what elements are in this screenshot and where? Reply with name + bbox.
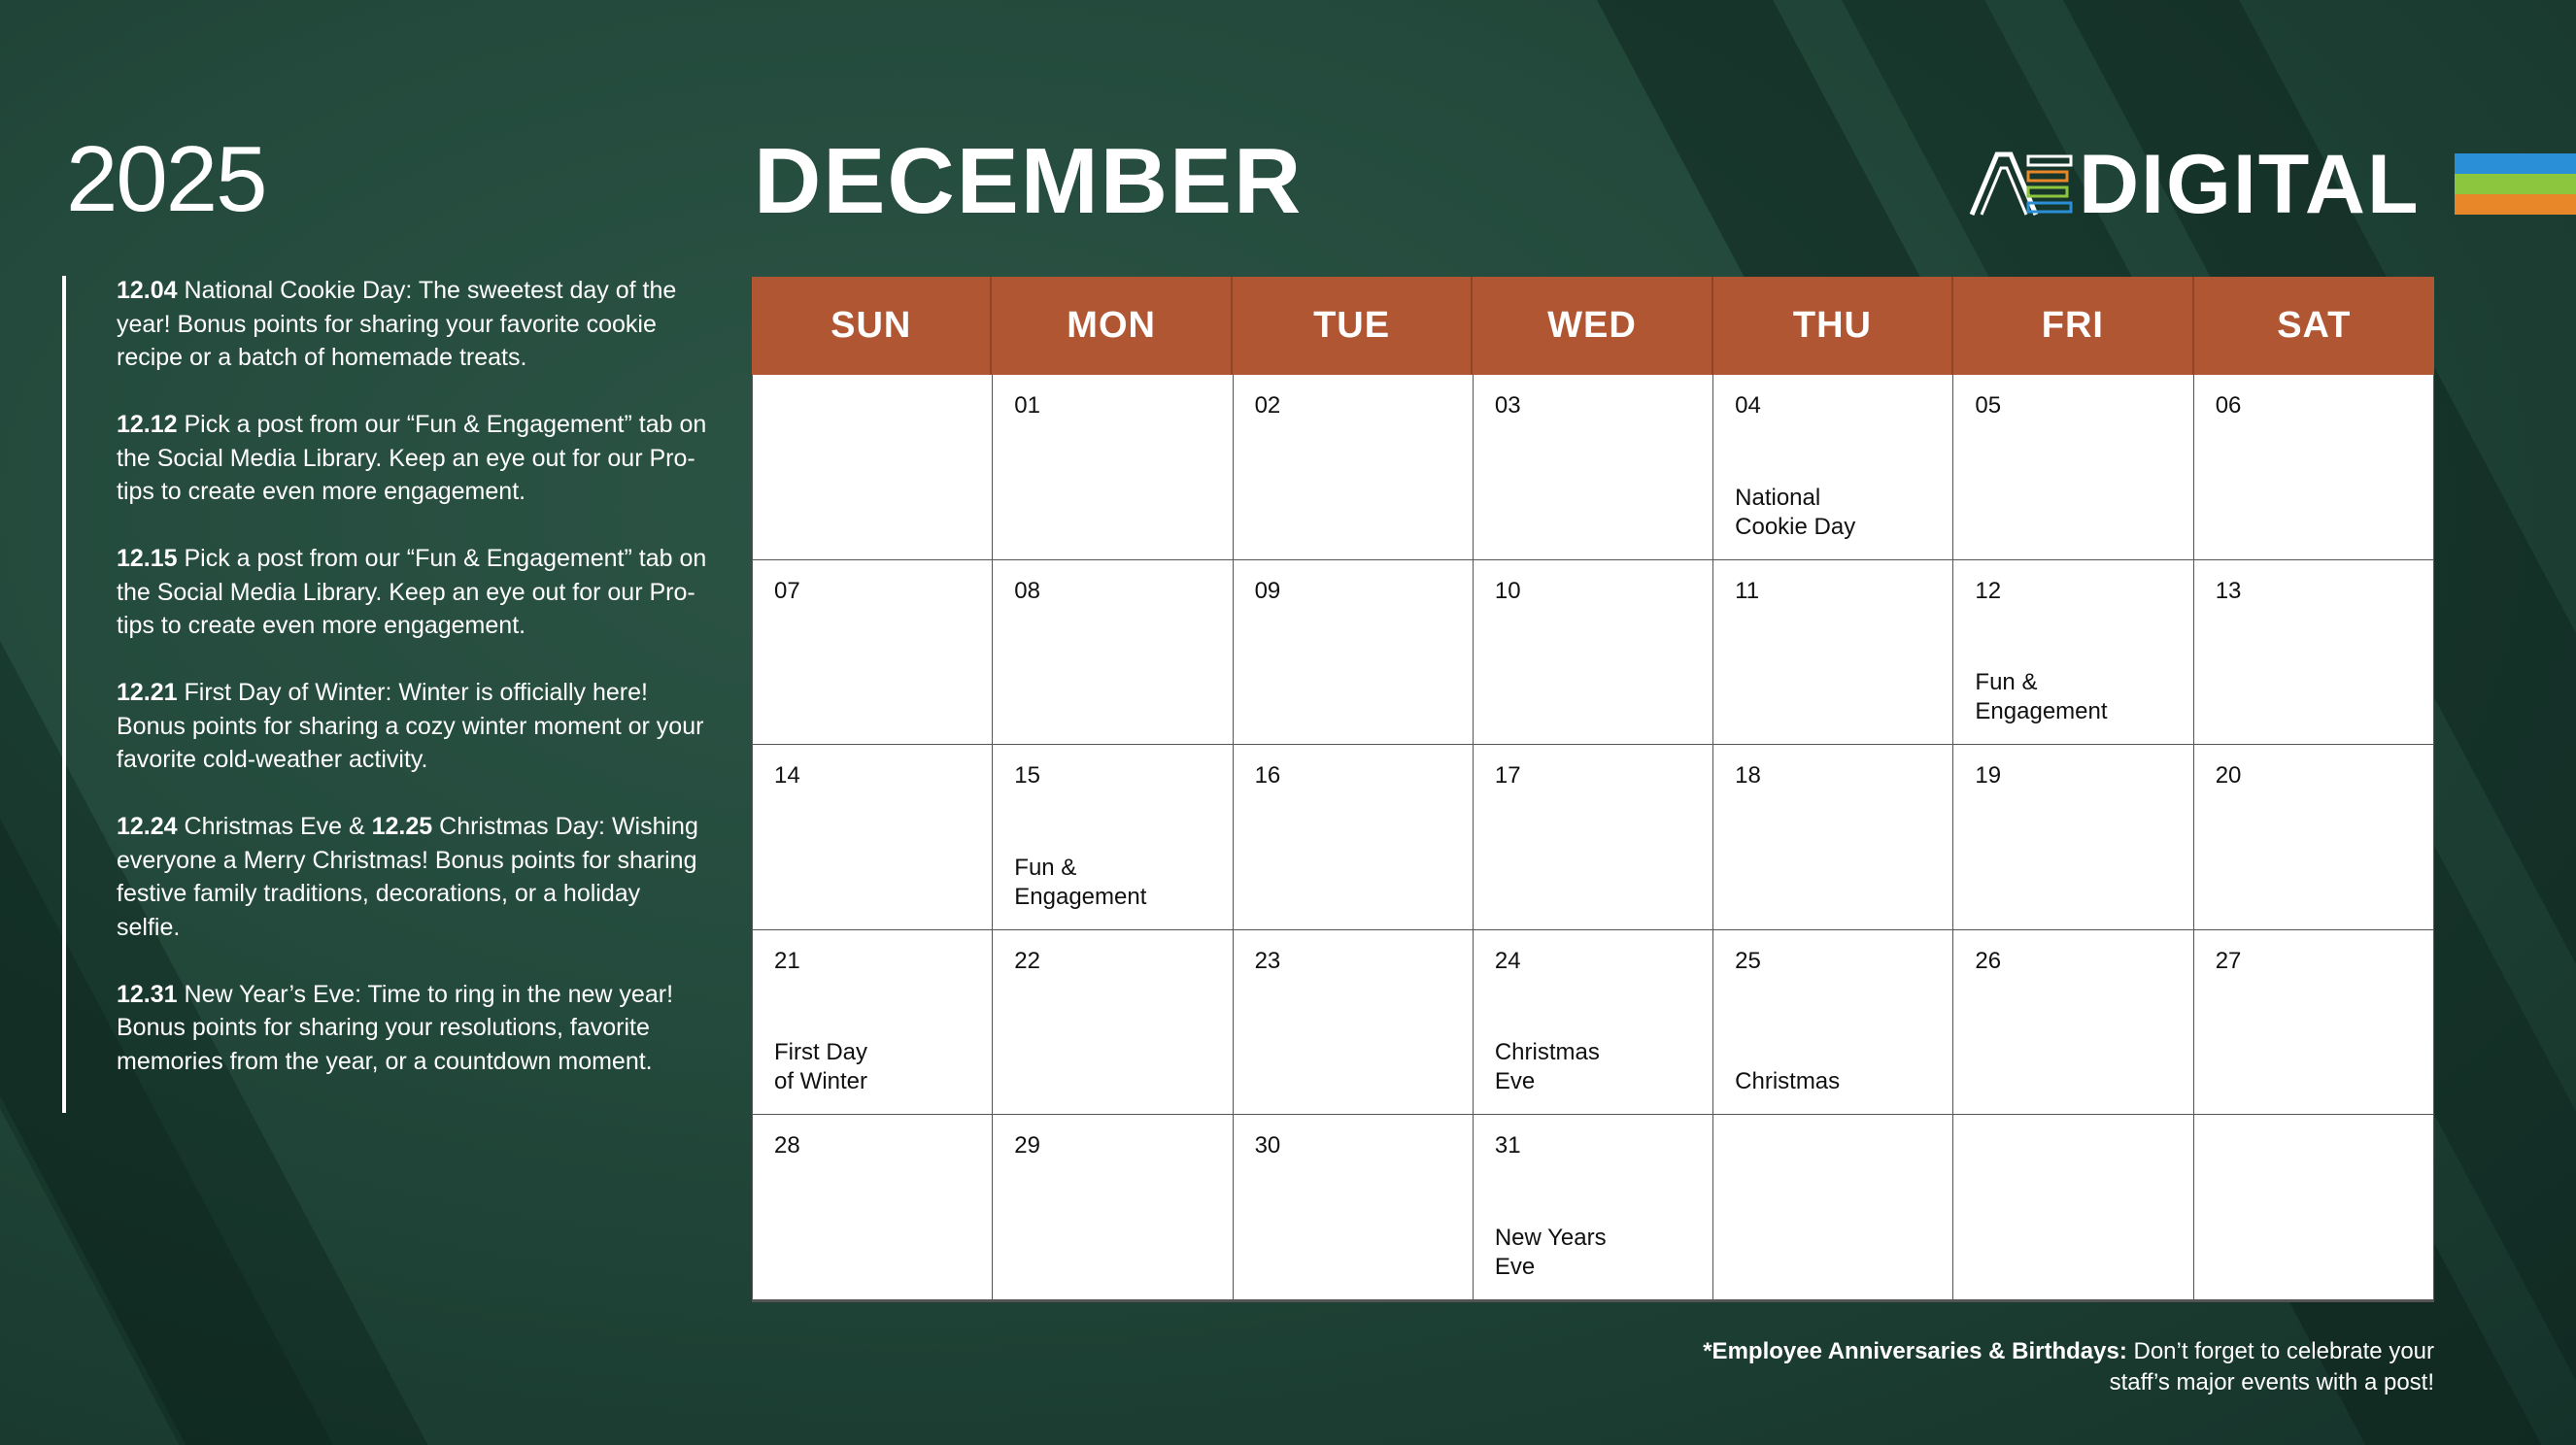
weekday-fri: FRI xyxy=(1953,277,2193,375)
logo-text: DIGITAL xyxy=(2079,138,2421,231)
calendar-day-cell xyxy=(1713,745,1953,930)
calendar-day-cell xyxy=(2194,930,2434,1116)
calendar-day-cell xyxy=(1234,1115,1474,1300)
calendar-day-cell xyxy=(753,745,993,930)
note-item: 12.15 Pick a post from our “Fun & Engagement” tab on the Social Media Library. Keep an eye out for our Pro-tips to create even more engagement. xyxy=(117,545,707,639)
day-event: First Day of Winter xyxy=(774,1039,868,1095)
day-number: 13 xyxy=(2215,577,2242,604)
day-number: 11 xyxy=(1735,577,1760,604)
calendar-day-cell xyxy=(993,930,1233,1116)
day-number: 25 xyxy=(1735,947,1761,974)
day-number: 19 xyxy=(1975,762,2002,790)
day-number: 12 xyxy=(1975,577,2002,604)
calendar-day-cell xyxy=(1234,745,1474,930)
calendar-day-cell xyxy=(753,1115,993,1300)
note-item: 12.04 National Cookie Day: The sweetest day of the year! Bonus points for sharing your favorite cookie recipe or a batch of homemade treats. xyxy=(117,277,677,371)
notes-list xyxy=(117,274,709,1112)
weekday-sun: SUN xyxy=(752,277,992,375)
calendar-day-cell xyxy=(1713,1115,1953,1300)
calendar-days xyxy=(752,375,2434,1302)
calendar-grid xyxy=(752,277,2434,1302)
day-number: 10 xyxy=(1494,577,1521,604)
calendar-day-cell xyxy=(2194,1115,2434,1300)
weekday-sat: SAT xyxy=(2277,305,2352,346)
calendar-day-cell xyxy=(1953,560,2193,746)
day-number: 30 xyxy=(1254,1132,1281,1159)
weekday-thu: THU xyxy=(1713,277,1953,375)
weekday-header-row xyxy=(752,277,2434,375)
day-number: 03 xyxy=(1494,392,1521,419)
calendar-day-cell xyxy=(753,930,993,1116)
footer-text: Don’t forget to celebrate your staff’s major events with a post! xyxy=(2109,1338,2434,1395)
day-event: New Years Eve xyxy=(1494,1225,1607,1280)
footer-bold: *Employee Anniversaries & Birthdays: xyxy=(1703,1338,2127,1364)
day-number: 05 xyxy=(1975,392,2002,419)
calendar-day-cell xyxy=(2194,375,2434,560)
calendar-day-cell xyxy=(1713,560,1953,746)
footer-note xyxy=(1657,1336,2434,1398)
note-item: 12.12 Pick a post from our “Fun & Engagement” tab on the Social Media Library. Keep an eye out for our Pro-tips to create even more engagement. xyxy=(117,411,707,505)
day-event: Fun & Engagement xyxy=(1975,669,2108,725)
calendar-day-cell xyxy=(1474,375,1713,560)
calendar-day-cell xyxy=(1474,560,1713,746)
day-number: 08 xyxy=(1014,577,1040,604)
calendar-day-cell xyxy=(1234,560,1474,746)
day-number: 15 xyxy=(1014,762,1040,790)
day-number: 02 xyxy=(1254,392,1281,419)
calendar-day-cell xyxy=(993,745,1233,930)
day-event: National Cookie Day xyxy=(1735,484,1856,540)
note-item: 12.31 New Year’s Eve: Time to ring in the new year! Bonus points for sharing your resolutions, favorite memories from the year, or a countdown moment. xyxy=(117,980,674,1075)
day-number: 29 xyxy=(1014,1132,1040,1159)
day-number: 01 xyxy=(1014,392,1040,419)
calendar-day-cell xyxy=(1474,1115,1713,1300)
calendar-day-cell xyxy=(993,1115,1233,1300)
calendar-day-cell xyxy=(993,375,1233,560)
day-number: 07 xyxy=(774,577,800,604)
weekday-tue: TUE xyxy=(1233,277,1473,375)
calendar-day-cell xyxy=(1953,1115,2193,1300)
calendar-day-cell xyxy=(993,560,1233,746)
day-number: 06 xyxy=(2215,392,2242,419)
day-number: 20 xyxy=(2215,762,2242,790)
calendar-day-cell xyxy=(753,560,993,746)
calendar-day-cell xyxy=(1953,930,2193,1116)
day-number: 04 xyxy=(1735,392,1761,419)
day-number: 22 xyxy=(1014,947,1040,974)
calendar-day-cell xyxy=(2194,745,2434,930)
day-number: 27 xyxy=(2215,947,2242,974)
month-heading: DECEMBER xyxy=(754,129,1304,233)
day-event: Christmas Eve xyxy=(1494,1039,1600,1095)
day-number: 18 xyxy=(1735,762,1761,790)
calendar-day-cell xyxy=(1713,375,1953,560)
calendar-day-cell xyxy=(1234,930,1474,1116)
color-stripes-icon xyxy=(2455,153,2576,215)
day-event: Fun & Engagement xyxy=(1014,854,1147,910)
calendar-day-cell xyxy=(1713,930,1953,1116)
day-number: 28 xyxy=(774,1132,800,1159)
day-number: 26 xyxy=(1975,947,2002,974)
day-number: 14 xyxy=(774,762,800,790)
day-number: 24 xyxy=(1494,947,1521,974)
notes-divider xyxy=(62,276,66,1113)
calendar-day-cell xyxy=(1474,745,1713,930)
calendar-day-cell xyxy=(2194,560,2434,746)
ae-digital-logo xyxy=(1968,138,2421,231)
calendar-day-cell xyxy=(1953,745,2193,930)
day-number: 16 xyxy=(1254,762,1281,790)
calendar-day-cell xyxy=(753,375,993,560)
day-number: 21 xyxy=(774,947,800,974)
note-item: 12.24 Christmas Eve & 12.25 Christmas Day: Wishing everyone a Merry Christmas! Bonus points for sharing festive family traditions, decorations, or a holiday selfie. xyxy=(117,813,698,941)
ae-logo-mark-icon xyxy=(1968,151,2077,218)
day-number: 23 xyxy=(1254,947,1281,974)
calendar-day-cell xyxy=(1234,375,1474,560)
day-number: 17 xyxy=(1494,762,1521,790)
weekday-wed: WED xyxy=(1473,277,1712,375)
calendar-day-cell xyxy=(1474,930,1713,1116)
weekday-mon: MON xyxy=(992,277,1232,375)
note-item: 12.21 First Day of Winter: Winter is officially here! Bonus points for sharing a cozy winter moment or your favorite cold-weather activity. xyxy=(117,679,704,773)
day-number: 31 xyxy=(1494,1132,1521,1159)
year-heading: 2025 xyxy=(66,127,266,231)
calendar-day-cell xyxy=(1953,375,2193,560)
day-event: Christmas xyxy=(1735,1068,1841,1095)
day-number: 09 xyxy=(1254,577,1281,604)
